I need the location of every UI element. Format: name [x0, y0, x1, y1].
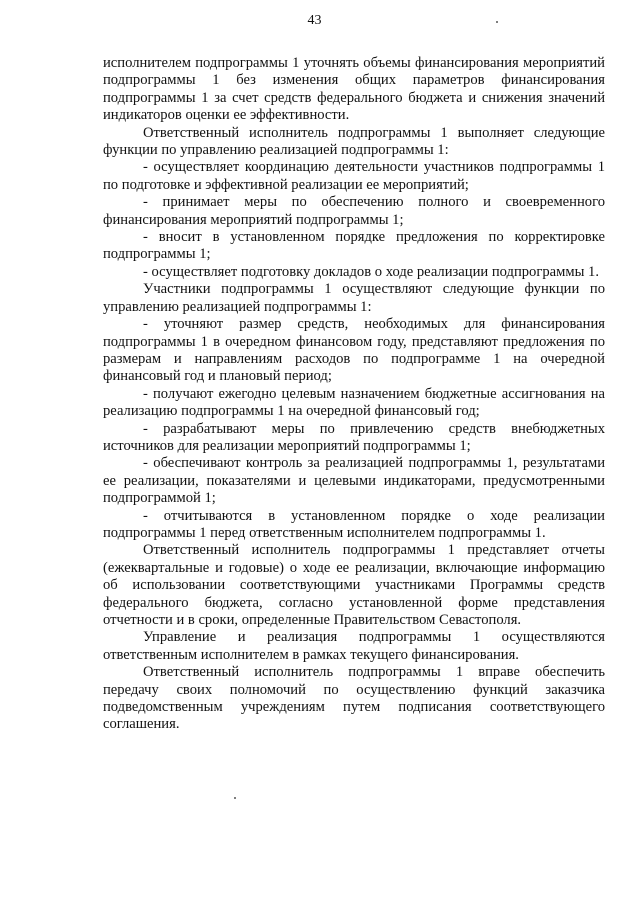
scan-mark — [234, 797, 236, 799]
list-item: - разрабатывают меры по привлечению средств внебюджетных источников для реализации мероприятий подпрограммы 1; — [103, 420, 605, 454]
list-item: - получают ежегодно целевым назначением бюджетные ассигнования на реализацию подпрограммы 1 на очередной финансовый год; — [103, 385, 605, 420]
paragraph: Ответственный исполнитель подпрограммы 1 вправе обеспечить передачу своих полномочий по осуществлению функций заказчика подведомственным учреждениям путем подписания соответствующего соглашения. — [103, 664, 605, 733]
list-item: - вносит в установленном порядке предложения по корректировке подпрограммы 1; — [103, 229, 605, 263]
list-item: - принимает меры по обеспечению полного и своевременного финансирования мероприятий подпрограммы 1; — [103, 194, 605, 228]
paragraph: Участники подпрограммы 1 осуществляют следующие функции по управлению реализацией подпрограммы 1: — [103, 281, 605, 315]
page-number: 43 — [307, 13, 322, 28]
list-item: - уточняют размер средств, необходимых для финансирования подпрограммы 1 в очередном финансовом году, представляют предложения по размерам и направлениям расходов по подпрограмме 1 на очередной финансовый год и плановый период; — [103, 316, 605, 385]
paragraph-continuation: исполнителем подпрограммы 1 уточнять объемы финансирования мероприятий подпрограммы 1 без изменения общих параметров финансирования подпрограммы 1 за счет средств федерального бюджета и снижения значений индикаторов оценки ее эффективности. — [103, 55, 605, 124]
paragraph: Управление и реализация подпрограммы 1 осуществляются ответственным исполнителем в рамках текущего финансирования. — [103, 629, 605, 663]
document-body — [103, 55, 605, 734]
list-item: - обеспечивают контроль за реализацией подпрограммы 1, результатами ее реализации, показателями и целевыми индикаторами, предусмотренными подпрограммой 1; — [103, 455, 605, 507]
list-item: - осуществляет подготовку докладов о ходе реализации подпрограммы 1. — [143, 263, 599, 280]
paragraph: Ответственный исполнитель подпрограммы 1 представляет отчеты (ежеквартальные и годовые) о ходе ее реализации, включающие информацию об использовании соответствующими участниками Программы средств федерального бюджета, согласно установленной форме представления отчетности и в сроки, определенные Правительством Севастополя. — [103, 542, 605, 628]
paragraph: Ответственный исполнитель подпрограммы 1 выполняет следующие функции по управлению реализацией подпрограммы 1: — [103, 124, 605, 159]
list-item: - отчитываются в установленном порядке о ходе реализации подпрограммы 1 перед ответственным исполнителем подпрограммы 1. — [103, 507, 605, 541]
scan-mark — [496, 21, 498, 23]
list-item: - осуществляет координацию деятельности участников подпрограммы 1 по подготовке и эффективной реализации ее мероприятий; — [103, 159, 605, 193]
